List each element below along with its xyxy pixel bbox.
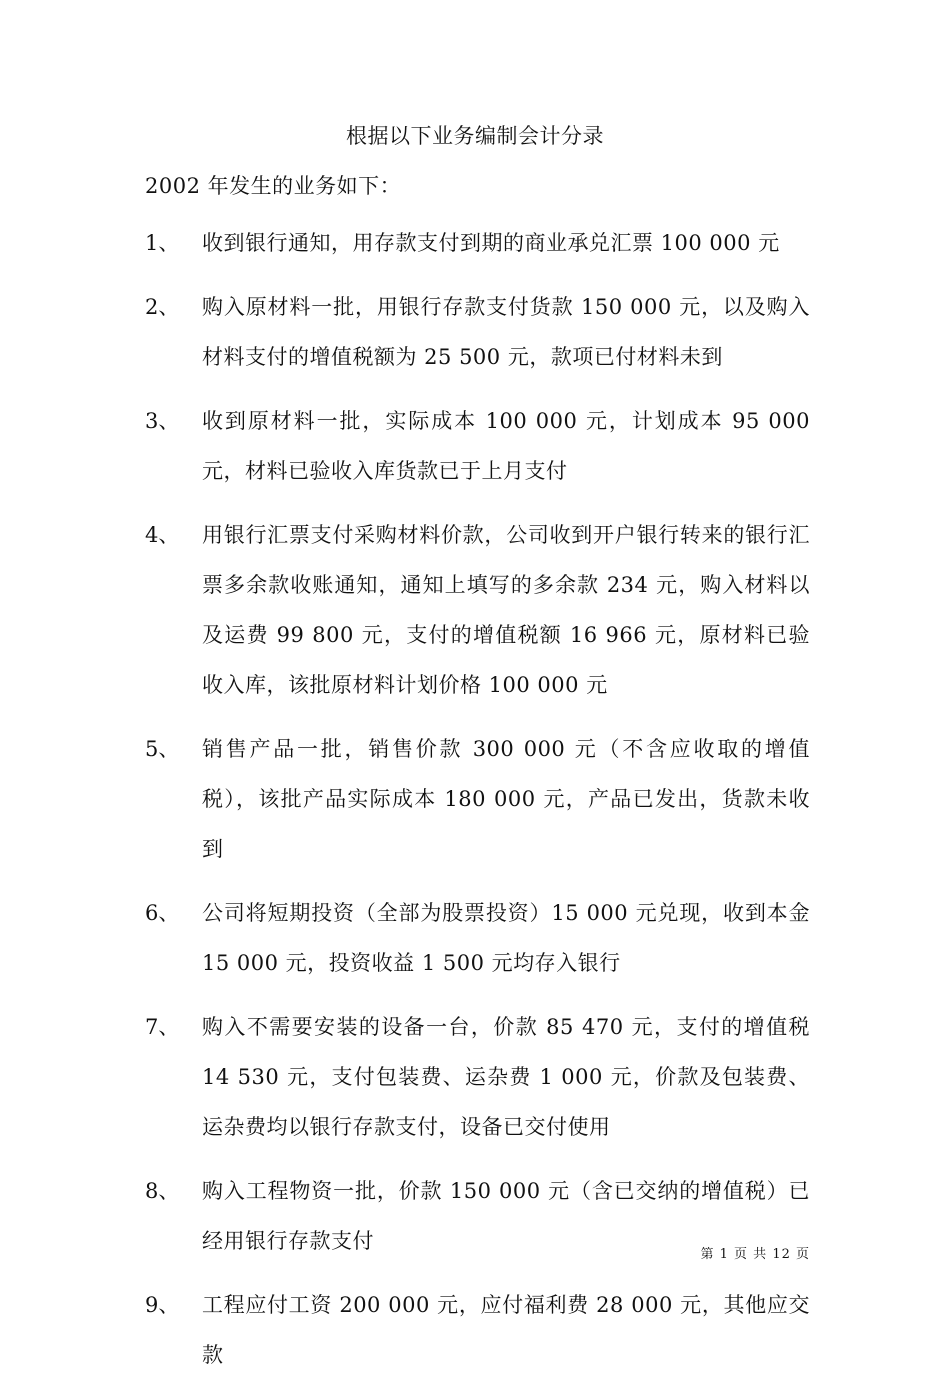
item-text: 购入不需要安装的设备一台，价款 85 470 元，支付的增值税 14 530 元，支付包装费、运杂费 1 000 元，价款及包装费、运杂费均以银行存款支付，设备已交付使用 [202,1015,810,1139]
list-item [145,396,810,496]
list-item [145,510,810,710]
item-text: 用银行汇票支付采购材料价款，公司收到开户银行转来的银行汇票多余款收账通知，通知上填写的多余款 234 元，购入材料以及运费 99 800 元，支付的增值税额 16 966 元，原材料已验收入库，该批原材料计划价格 100 000 元 [202,523,810,697]
list-item [145,724,810,874]
item-number: 9、 [145,1293,180,1317]
list-item [145,888,810,988]
item-text: 公司将短期投资（全部为股票投资）15 000 元兑现，收到本金 15 000 元，投资收益 1 500 元均存入银行 [202,901,810,975]
item-text: 工程应付工资 200 000 元，应付福利费 28 000 元，其他应交款 [202,1293,810,1367]
list-item [145,218,810,268]
document-title: 根据以下业务编制会计分录 [346,124,604,148]
item-number: 5、 [145,737,180,761]
page-footer: 第 1 页 共 12 页 [700,1247,810,1262]
item-number: 4、 [145,523,180,547]
item-text: 购入原材料一批，用银行存款支付货款 150 000 元，以及购入材料支付的增值税额为 25 500 元，款项已付材料未到 [202,295,810,369]
item-text: 收到银行通知，用存款支付到期的商业承兑汇票 100 000 元 [202,231,780,255]
item-number: 3、 [145,409,180,433]
transaction-list [145,218,810,1394]
item-number: 2、 [145,295,180,319]
item-text: 销售产品一批，销售价款 300 000 元（不含应收取的增值税），该批产品实际成本 180 000 元，产品已发出，货款未收到 [202,737,810,861]
item-number: 8、 [145,1179,180,1203]
list-item [145,1280,810,1380]
item-number: 1、 [145,231,180,255]
list-item [145,1002,810,1152]
item-number: 7、 [145,1015,180,1039]
document-intro: 2002 年发生的业务如下： [145,174,402,198]
list-item [145,282,810,382]
item-text: 收到原材料一批，实际成本 100 000 元，计划成本 95 000 元，材料已验收入库货款已于上月支付 [202,409,810,483]
item-number: 6、 [145,901,180,925]
item-text: 购入工程物资一批，价款 150 000 元（含已交纳的增值税）已经用银行存款支付 [202,1179,810,1253]
